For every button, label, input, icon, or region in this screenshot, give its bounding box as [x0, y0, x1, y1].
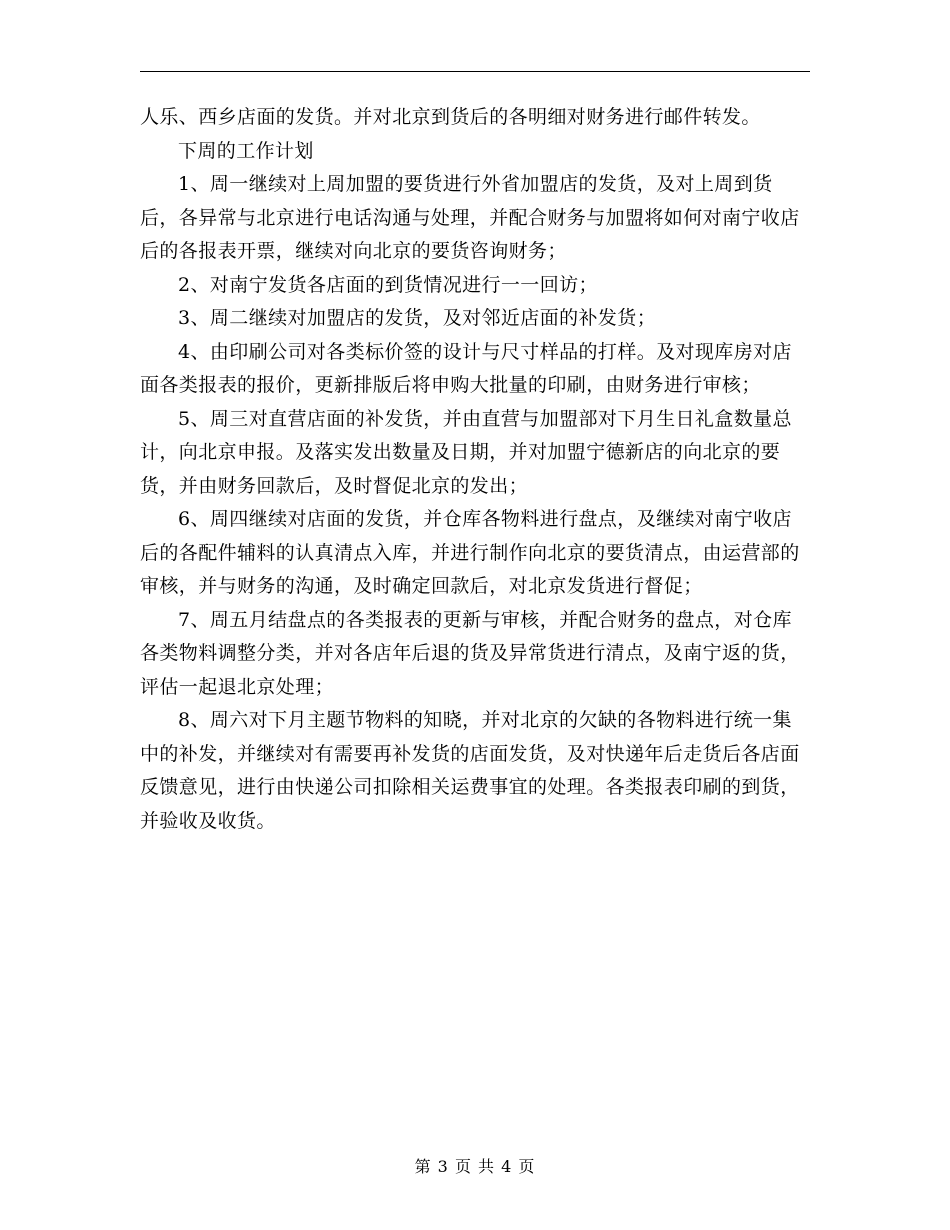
plan-item-5: 5、周三对直营店面的补发货，并由直营与加盟部对下月生日礼盒数量总计，向北京申报。及落实发出数量及日期，并对加盟宁德新店的向北京的要货，并由财务回款后，及时督促北京的发出；: [140, 407, 792, 497]
header-rule: [140, 71, 810, 72]
plan-item-1: 1、周一继续对上周加盟的要货进行外省加盟店的发货，及对上周到货后，各异常与北京进行电话沟通与处理，并配合财务与加盟将如何对南宁收店后的各报表开票，继续对向北京的要货咨询财务；: [140, 173, 800, 262]
plan-item-6: 6、周四继续对店面的发货，并仓库各物料进行盘点，及继续对南宁收店后的各配件辅料的认真清点入库，并进行制作向北京的要货清点，由运营部的审核，并与财务的沟通，及时确定回款后，对北京发货进行督促；: [140, 508, 800, 597]
paragraph-continuation: 人乐、西乡店面的发货。并对北京到货后的各明细对财务进行邮件转发。: [140, 106, 761, 128]
plan-item-2: 2、对南宁发货各店面的到货情况进行一一回访；: [178, 273, 598, 296]
plan-item-4: 4、由印刷公司对各类标价签的设计与尺寸样品的打样。及对现库房对店面各类报表的报价，更新排版后将申购大批量的印刷，由财务进行审核；: [140, 340, 792, 396]
plan-item-3: 3、周二继续对加盟店的发货，及对邻近店面的补发货；: [178, 307, 657, 329]
plan-item-8: 8、周六对下月主题节物料的知晓，并对北京的欠缺的各物料进行统一集中的补发，并继续对有需要再补发货的店面发货，及对快递年后走货后各店面反馈意见，进行由快递公司扣除相关运费事宜的处理。各类报表印刷的到货，并验收及收货。: [140, 709, 800, 832]
page-number: 第 3 页 共 4 页: [414, 1157, 536, 1176]
document-body: [140, 101, 810, 838]
plan-item-7: 7、周五月结盘点的各类报表的更新与审核，并配合财务的盘点，对仓库各类物料调整分类，并对各店年后退的货及异常货进行清点，及南宁返的货，评估一起退北京处理；: [140, 608, 800, 698]
section-heading-next-week-plan: 下周的工作计划: [178, 139, 314, 162]
